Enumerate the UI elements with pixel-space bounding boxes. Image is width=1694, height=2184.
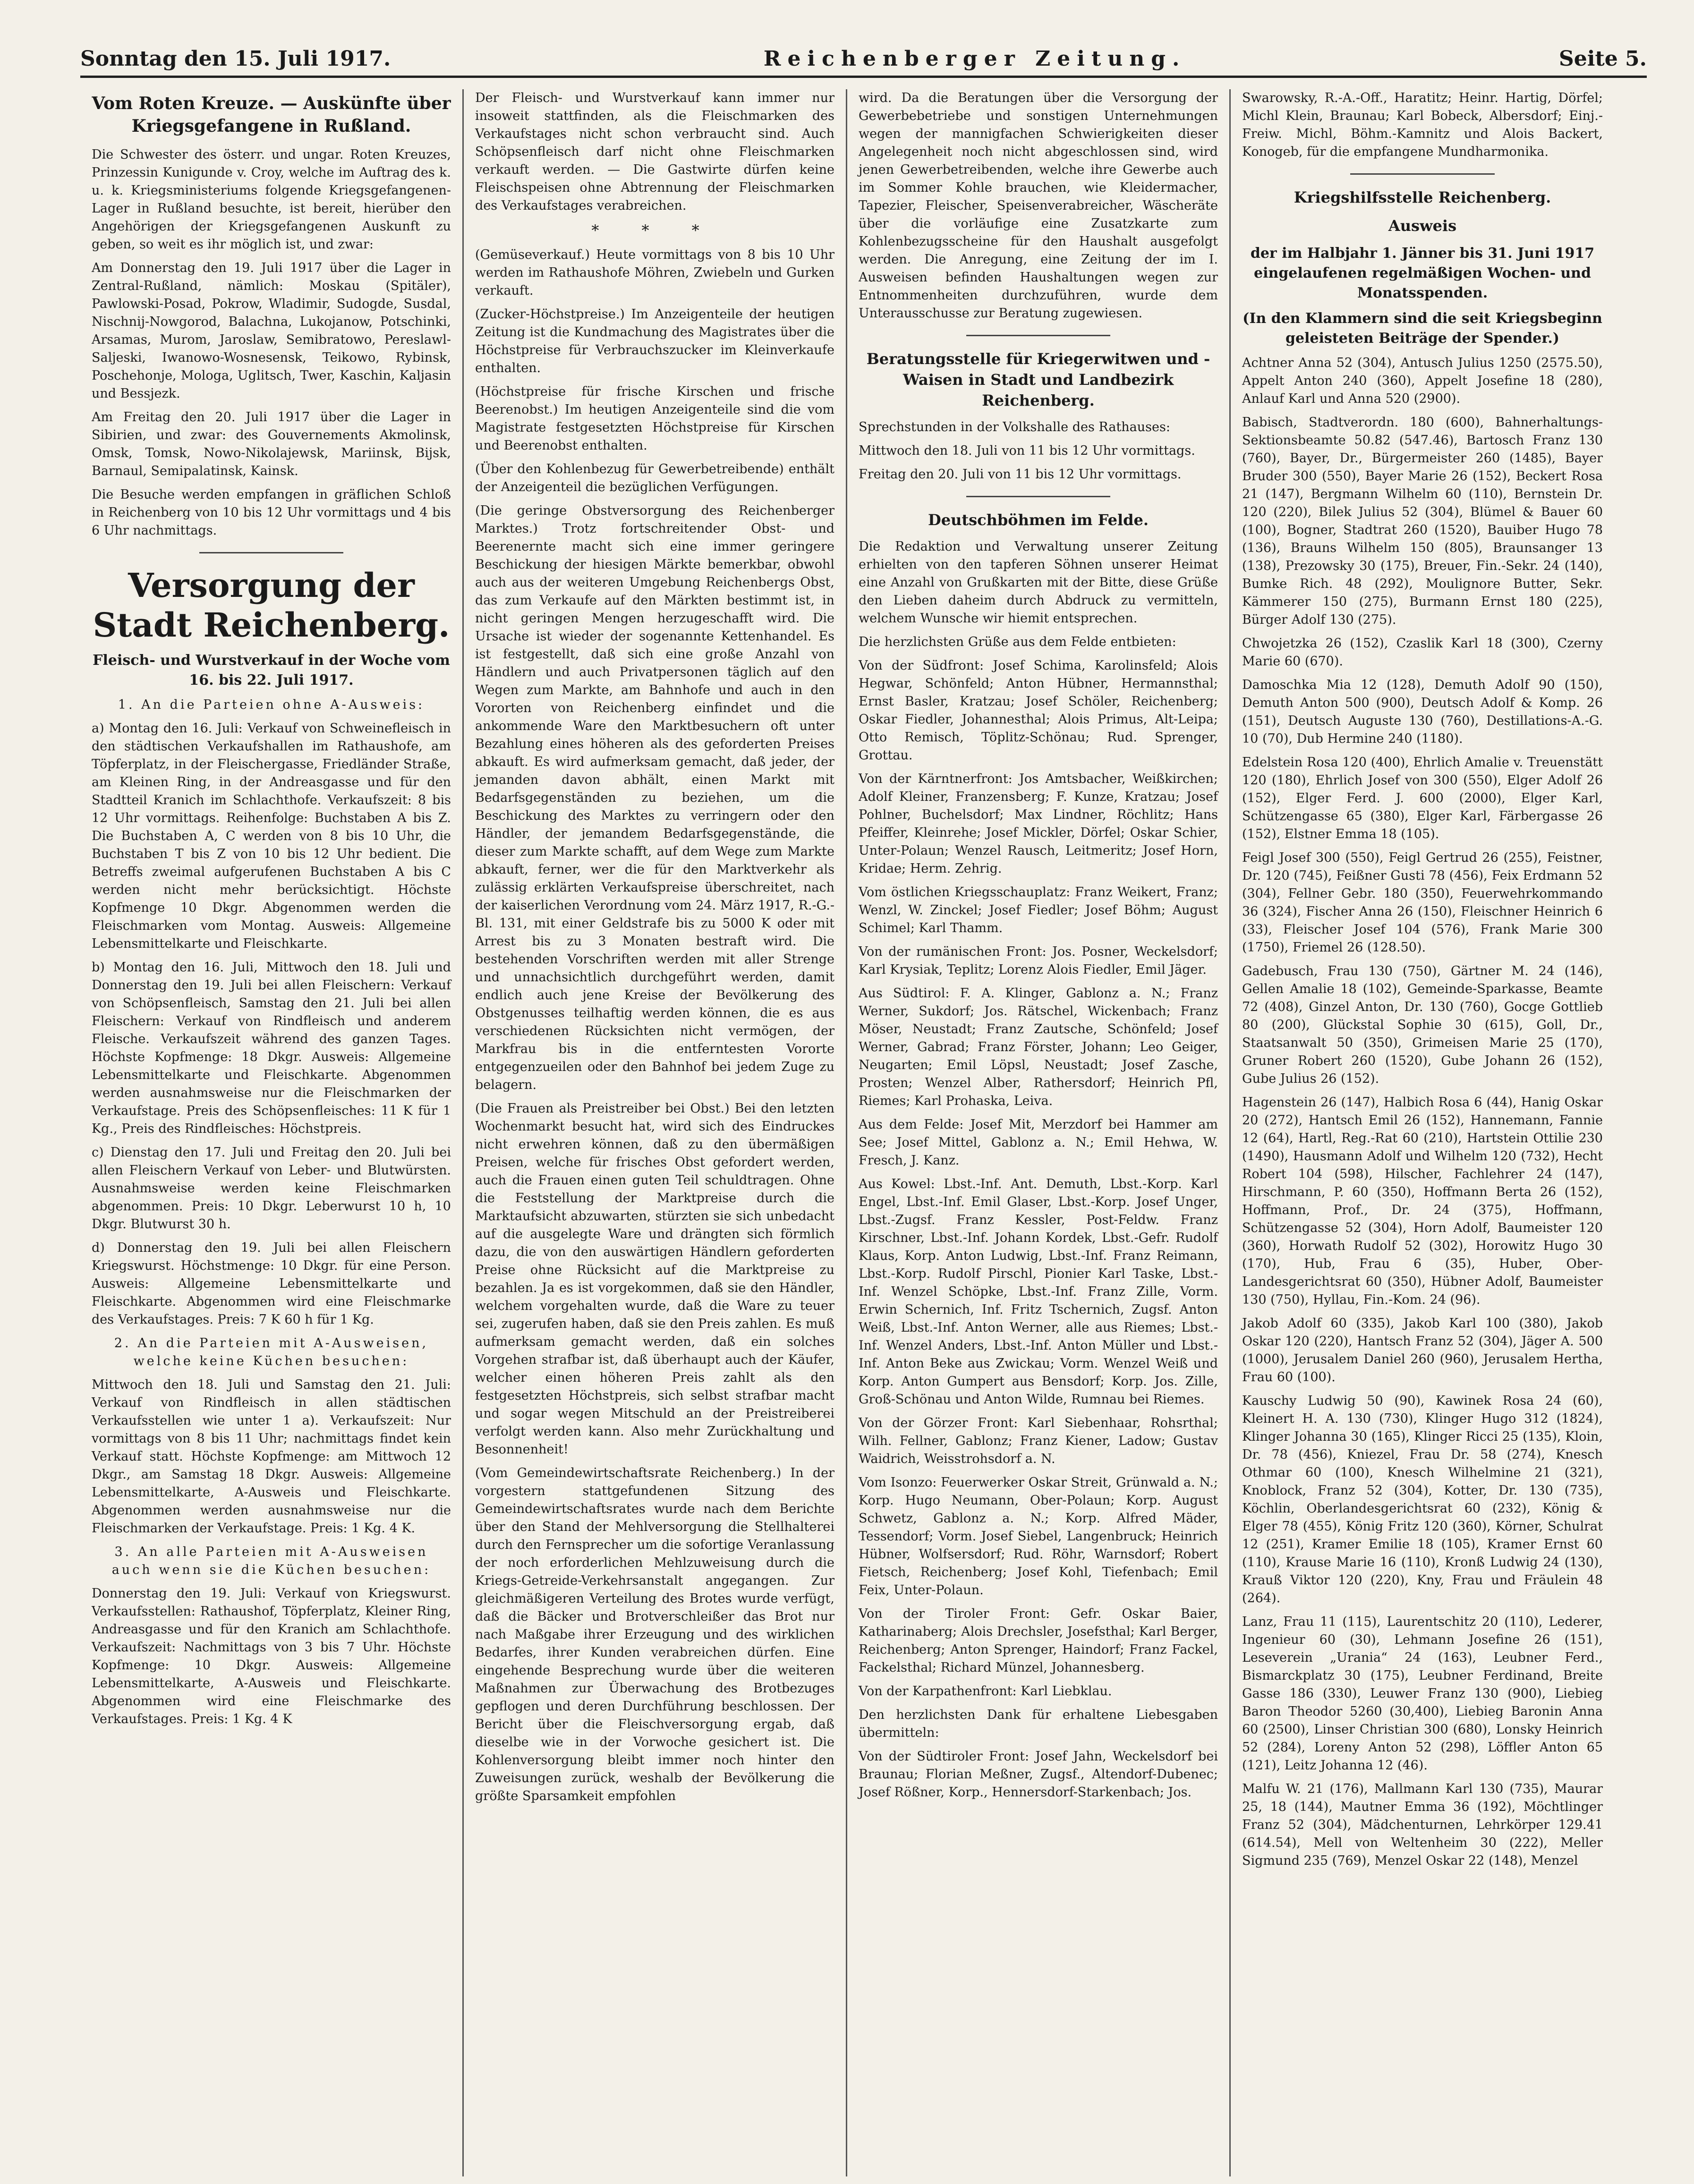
paragraph: Von der Tiroler Front: Gefr. Oskar Baier, Katharinaberg; Alois Drechsler, Josefsthal; Karl Berger, Reichenberg; Anton Sprenger, Haindorf; Franz Fackel, Fackelsthal; Richard Münzel, Johannesberg. [859, 1606, 1218, 1675]
paragraph: Aus Kowel: Lbst.-Inf. Ant. Demuth, Lbst.-Korp. Karl Engel, Lbst.-Inf. Emil Glaser, Lbst.-Korp. Josef Unger, Lbst.-Zugsf. Franz Kessler, Post-Feldw. Franz Kirschner, Lbst.-Inf. Johann Kordek, Lbst.-Gefr. Rudolf Klaus, Korp. Anton Ludwig, Lbst.-Inf. Franz Reimann, Lbst.-Korp. Rudolf Pirschl, Pionier Karl Taske, Lbst.-Inf. Wenzel Schöpke, Lbst.-Inf. Franz Zille, Vorm. Erwin Schernich, Inf. Fritz Tschernich, Zugsf. Anton Weiß, Lbst.-Inf. Anton Werner, alle aus Riemes; Lbst.-Inf. Wenzel Anders, Lbst.-Inf. Anton Müller und Lbst.-Inf. Anton Beke aus Zwickau; Vorm. Wenzel Weiß und Korp. Anton Gumpert aus Bensdorf; Korp. Jos. Zille, Groß-Schönau und Anton Wilde, Rumnau bei Riemes. [859, 1177, 1218, 1407]
article-subheading: Ausweis [1388, 217, 1457, 235]
donor-list: Hagenstein 26 (147), Halbich Rosa 6 (44), Hanig Oskar 20 (272), Hantsch Emil 26 (152), Hannemann, Fannie 12 (64), Hartl, Reg.-Rat 60 (210), Hartstein Ottilie 230 (1490), Hausmann Adolf und Wilhelm 120 (732), Hecht Robert 104 (598), Hilscher, Fachlehrer 24 (147), Hirschmann, P. 60 (350), Hoffmann Berta 26 (152), Hoffmann, Prof., Dr. 24 (375), Hoffmann, Schützengasse 52 (304), Horn Adolf, Baumeister 120 (360), Horwath Rudolf 52 (302), Horowitz Hugo 30 (170), Hub, Frau 6 (35), Huber, Ober-Landesgerichtsrat 60 (350), Hübner Adolf, Baumeister 130 (750), Hyllau, Fin.-Kom. 24 (96). [1242, 1095, 1603, 1307]
article-heading: Vom Roten Kreuze. — Auskünfte über Kriegsgefangene in Rußland. [92, 93, 451, 136]
paragraph: wird. Da die Beratungen über die Versorgung der Gewerbebetriebe und sonstigen Unternehmungen wegen der mannigfachen Schwierigkeiten dieser Angelegenheit noch nicht abgeschlossen sind, wird jenen Gewerbetreibenden, welche ihre Gewerbe auch im Sommer Kohle brauchen, wie Kleidermacher, Tapezier, Fleischer, Speisenverabreicher, Wäscheräte über die vorläufige eine Zusatzkarte zum Kohlenbezugsscheine für den Haushalt ausgefolgt werden. Die Anregung, eine Zeitung der im I. Ausweisen befinden Haushaltungen wegen zur Entnommenheiten durchzuführen, wurde dem Unterausschusse zur Beratung zugewiesen. [859, 91, 1218, 321]
donor-list: Jakob Adolf 60 (335), Jakob Karl 100 (380), Jakob Oskar 120 (220), Hantsch Franz 52 (304), Jäger A. 500 (1000), Jerusalem Daniel 260 (960), Jerusalem Hertha, Frau 60 (100). [1242, 1316, 1603, 1385]
divider [199, 552, 343, 553]
paragraph: Den herzlichsten Dank für erhaltene Liebesgaben übermitteln: [859, 1708, 1218, 1740]
paragraph: a) Montag den 16. Juli: Verkauf von Schweinefleisch in den städtischen Verkaufshallen im Rathaushofe, am Töpferplatz, in der Fleischergasse, Friedländer Straße, am Kleinen Ring, in der Andreasgasse und für den Stadtteil Kranich im Schlachthofe. Verkaufszeit: 8 bis 12 Uhr vormittags. Reihenfolge: Buchstaben A bis Z. Die Buchstaben A, C werden von 8 bis 10 Uhr, die Buchstaben T bis Z von 10 bis 12 Uhr bedient. Die Betreffs zweimal aufgerufenen Buchstaben A bis C werden nicht mehr berücksichtigt. Höchste Kopfmenge 10 Dkgr. Abgenommen werden die Fleischmarken vom Montag. Ausweis: Allgemeine Lebensmittelkarte und Fleischkarte. [92, 721, 451, 951]
paragraph: Die Redaktion und Verwaltung unserer Zeitung erhielten von den tapferen Söhnen unserer Heimat eine Anzahl von Grußkarten mit der Bitte, diese Grüße den Lieben daheim durch Abdruck zu vermitteln, welchem Wunsche wir hiemit entsprechen. [859, 539, 1218, 626]
subheading: Fleisch- und Wurstverkauf in der Woche vom 16. bis 22. Juli 1917. [93, 652, 450, 688]
paragraph: Mittwoch den 18. Juli und Samstag den 21. Juli: Verkauf von Rindfleisch in allen städtischen Verkaufsstellen wie unter 1 a). Verkaufszeit: Nur vormittags von 8 bis 11 Uhr; nachmittags findet kein Verkauf statt. Höchste Kopfmenge: am Mittwoch 12 Dkgr., am Samstag 18 Dkgr. Ausweis: Allgemeine Lebensmittelkarte, A-Ausweis und Fleischkarte. Abgenommen werden ausnahmsweise nur die Fleischmarken der Verkaufstage. Preis: 1 Kg. 4 K. [92, 1377, 451, 1536]
article-heading: Deutschböhmen im Felde. [928, 511, 1149, 529]
paragraph: b) Montag den 16. Juli, Mittwoch den 18. Juli und Donnerstag den 19. Juli bei allen Fleischern: Verkauf von Schöpsenfleisch, Samstag den 21. Juli bei allen Fleischern: Verkauf von Rindfleisch und anderem Fleische. Verkaufszeit während des ganzen Tages. Höchste Kopfmenge: 18 Dkgr. Ausweis: Allgemeine Lebensmittelkarte und Fleischkarte. Abgenommen werden ausnahmsweise nur die Fleischmarken der Verkaufstage. Preis des Schöpsenfleisches: 11 K für 1 Kg., Preis des Rindfleisches: Höchstpreis. [92, 960, 451, 1136]
donor-list: Damoschka Mia 12 (128), Demuth Adolf 90 (150), Demuth Anton 500 (900), Deutsch Adolf & Komp. 26 (151), Deutsch Auguste 130 (760), Destillations-A.-G. 10 (70), Dub Hermine 240 (1180). [1242, 678, 1603, 746]
paragraph: Mittwoch den 18. Juli von 11 bis 12 Uhr vormittags. [859, 443, 1195, 458]
section-heading: 3. An alle Parteien mit A-Ausweisen auch wenn sie die Küchen besuchen: [111, 1545, 431, 1577]
paragraph: Von der Südtiroler Front: Josef Jahn, Weckelsdorf bei Braunau; Florian Meßner, Zugsf., Altendorf-Dubenec; Josef Rößner, Korp., Hennersdorf-Starkenbach; Jos. [859, 1749, 1218, 1800]
paragraph: Aus Südtirol: F. A. Klinger, Gablonz a. N.; Franz Werner, Sukdorf; Jos. Rätschel, Wickenbach; Franz Möser, Neustadt; Franz Zautsche, Schönfeld; Josef Werner, Gabrad; Franz Förster, Johann; Leo Geiger, Neugarten; Emil Löpsl, Neustadt; Josef Zasche, Prosten; Wenzel Alber, Rathersdorf; Heinrich Pfl, Riemes; Karl Prohaska, Leiva. [859, 986, 1218, 1108]
paragraph: Freitag den 20. Juli von 11 bis 12 Uhr vormittags. [859, 467, 1182, 482]
donor-list: Edelstein Rosa 120 (400), Ehrlich Amalie v. Treuenstätt 120 (180), Ehrlich Josef von 300 (550), Elger Adolf 26 (152), Elger Ferd. J. 600 (2000), Elger Karl, Schützengasse 65 (380), Elger Karl, Färbergasse 26 (152), Elstner Emma 18 (105). [1242, 755, 1603, 841]
article-heading: Versorgung der Stadt Reichenberg. [93, 566, 450, 645]
article-heading: Kriegshilfsstelle Reichenberg. [1294, 188, 1551, 206]
masthead: Reichenberger Zeitung. [763, 47, 1186, 71]
paragraph: (Vom Gemeindewirtschaftsrate Reichenberg.) In der vorgestern stattgefundenen Sitzung des Gemeindewirtschaftsrates wurde nach dem Berichte über den Stand der Mehlversorgung die Stellhalterei durch den Fernsprecher um die sofortige Veranlassung der noch erforderlichen Mehlzuweisung durch die Kriegs-Getreide-Verkehrsanstalt angegangen. Zur gleichmäßigeren Verteilung des Brotes wurde verfügt, daß die Bäcker und Brotverschleißer das Brot nur nach Maßgabe ihrer Erzeugung und des wirklichen Bedarfes, ihrer Kunden verabreichen dürfen. Eine eingehende Besprechung wurde über die weiteren Maßnahmen zur Überwachung des Brotbezuges gepflogen und deren Durchführung beschlossen. Der Bericht über die Fleischversorgung ergab, daß dieselbe wie in der Vorwoche gesichert ist. Die Kohlenversorgung bleibt immer noch hinter den Zuweisungen zurück, weshalb der Bevölkerung die größte Sparsamkeit empfohlen [475, 1466, 834, 1803]
paragraph: (Höchstpreise für frische Kirschen und frische Beerenobst.) Im heutigen Anzeigenteile sind die vom Magistrate festgesetzten Höchstpreise für Kirschen und Beerenobst enthalten. [475, 384, 834, 453]
paragraph: Vom Isonzo: Feuerwerker Oskar Streit, Grünwald a. N.; Korp. Hugo Neumann, Ober-Polaun; Korp. August Schwetz, Gablonz a. N.; Korp. Alfred Mäder, Tessendorf; Vorm. Josef Siebel, Langenbruck; Heinrich Hübner, Wolfsersdorf; Rud. Röhr, Warnsdorf; Robert Fietsch, Reichenberg; Josef Kohl, Tiefenbach; Emil Feix, Unter-Polaun. [859, 1475, 1218, 1598]
donor-list: Gadebusch, Frau 130 (750), Gärtner M. 24 (146), Gellen Amalie 18 (102), Gemeinde-Sparkasse, Beamte 72 (408), Ginzel Anton, Dr. 130 (760), Gocge Gottlieb 80 (200), Glückstal Sophie 30 (615), Goll, Dr., Staatsanwalt 50 (350), Grimeisen Marie 25 (170), Gruner Robert 260 (1520), Gube Johann 26 (152), Gube Julius 26 (152). [1242, 964, 1603, 1086]
page-header [80, 38, 1647, 78]
article-heading: Beratungsstelle für Kriegerwitwen und -Waisen in Stadt und Landbezirk Reichenberg. [866, 350, 1210, 409]
divider [1350, 173, 1495, 175]
paragraph: Swarowsky, R.-A.-Off., Haratitz; Heinr. Hartig, Dörfel; Michl Klein, Braunau; Karl Bobeck, Albersdorf; Einj.-Freiw. Michl, Böhm.-Kamnitz und Alois Backert, Konogeb, für die empfangene Mundharmonika. [1242, 91, 1603, 159]
paragraph: (Die Frauen als Preistreiber bei Obst.) Bei den letzten Wochenmarkt besucht hat, wird sich des Eindruckes nicht erwehren können, daß zu den übermäßigen Preisen, welche für frisches Obst gefordert werden, auch die Frauen einen guten Teil schuldtragen. Ohne die Feststellung der Marktpreise durch die Marktaufsicht abzuwarten, stürzten sie sich unbedacht auf die ausgelegte Ware und drängten sich förmlich dazu, die von den auswärtigen Händlern geforderten Preise ohne Rücksicht auf die Marktpreise zu bezahlen. Ja es ist vorgekommen, daß sie den Händler, welchem vorgehalten wurde, daß die Ware zu teuer sei, zugerufen haben, daß sie den Preis zahlen. Es muß aufmerksam gemacht werden, daß ein solches Vorgehen strafbar ist, daß überhaupt auch der Käufer, welcher einen höheren Preis zahlt als den festgesetzten Höchstpreis, sich selbst strafbar macht und sogar wegen Mitschuld an der Preistreiberei verfolgt werden kann. Also mehr Zurückhaltung und Besonnenheit! [475, 1101, 834, 1457]
paragraph: Von der Südfront: Josef Schima, Karolinsfeld; Alois Hegwar, Schönfeld; Anton Hübner, Hermannsthal; Ernst Basler, Kratzau; Josef Schöler, Reichenberg; Oskar Fiedler, Johannesthal; Alois Primus, Alt-Leipa; Otto Remisch, Töplitz-Schönau; Rud. Sprenger, Grottau. [859, 658, 1218, 763]
paragraph: Der Fleisch- und Wurstverkauf kann immer nur insoweit stattfinden, als die Fleischmarken des Verkaufstages nicht schon verbraucht sind. Auch Schöpsenfleisch darf nicht ohne Fleischmarken verkauft werden. — Die Gastwirte dürfen keine Fleischspeisen ohne Abtrennung der Fleischmarken des Verkaufstages verabreichen. [475, 91, 834, 213]
donor-list: Malfu W. 21 (176), Mallmann Karl 130 (735), Maurar 25, 18 (144), Mautner Emma 36 (192), Möchtlinger Franz 52 (304), Mädchenturnen, Lehrkörper 129.41 (614.54), Mell von Weltenheim 30 (222), Meller Sigmund 235 (769), Menzel Oskar 22 (148), Menzel [1242, 1782, 1603, 1868]
section-heading: 2. An die Parteien mit A-Ausweisen, welche keine Küchen besuchen: [114, 1336, 429, 1368]
page-number: Seite 5. [1558, 47, 1647, 71]
divider [966, 496, 1110, 497]
paragraph: (Die geringe Obstversorgung des Reichenberger Marktes.) Trotz fortschreitender Obst- und Beerenernte macht sich eine immer geringere Beschickung der hiesigen Märkte bemerkbar, obwohl auch aus der weiteren Umgebung Reichenbergs Obst, das zum Verkaufe auf den Märkten bestimmt ist, in nicht geringen Mengen herzugeschafft wird. Die Ursache ist wieder der sogenannte Kettenhandel. Es ist festgestellt, daß sich eine große Anzahl von Händlern und auch Privatpersonen täglich auf den Wegen zum Markte, am Bahnhofe und auch in den Vororten von Reichenberg einfindet und die ankommende Ware den Marktbesuchern oft unter Bezahlung eines höheren als des geforderten Preises abkauft. Es wird aufmerksam gemacht, daß jeder, der jemanden davon abhält, einen Markt mit Bedarfsgegenständen zu beziehen, um die Beschickung des Marktes zu verringern oder den Händler, der jemandem Bedarfsgegenstände, die dieser zum Markte schafft, auf dem Wege zum Markte abkauft, ferner, wer die für den Marktverkehr als zulässig erklärten Verkaufspreise überschreitet, nach der kaiserlichen Verordnung vom 24. März 1917, R.-G.-Bl. 131, mit einer Geldstrafe bis zu 5000 K oder mit Arrest bis zu 3 Monaten bestraft wird. Die bestehenden Vorschriften werden mit aller Strenge und unnachsichtlich durchgeführt werden, damit endlich auch jene Kreise der Bevölkerung des Obstgenusses teilhaftig werden können, die es aus verschiedenen Rücksichten nicht vermögen, der Markfrau bis in die entferntesten Vororte entgegenzueilen oder den Bahnhof bei jedem Zuge zu belagern. [475, 503, 834, 1092]
section-separator: * * * [591, 221, 718, 239]
paragraph: Vom östlichen Kriegsschauplatz: Franz Weikert, Franz; Wenzl, W. Zinckel; Josef Fiedler; Josef Böhm; August Schimel; Karl Thamm. [859, 885, 1218, 935]
paragraph: (Gemüseverkauf.) Heute vormittags von 8 bis 10 Uhr werden im Rathaushofe Möhren, Zwiebeln und Gurken verkauft. [475, 247, 834, 298]
donor-list: Lanz, Frau 11 (115), Laurentschitz 20 (110), Lederer, Ingenieur 60 (30), Lehmann Josefine 26 (151), Leseverein „Urania“ 24 (163), Leubner Ferd., Bismarckplatz 30 (175), Leubner Ferdinand, Breite Gasse 186 (330), Leuwer Franz 130 (900), Liebieg Baron Theodor 5260 (30,400), Liebieg Baronin Anna 60 (2500), Linser Christian 300 (680), Lonsky Heinrich 52 (284), Loreny Anton 52 (298), Löffler Anton 65 (121), Leitz Johanna 12 (46). [1242, 1615, 1603, 1773]
paragraph: Von der Görzer Front: Karl Siebenhaar, Rohsrthal; Wilh. Fellner, Gablonz; Franz Kiener, Ladow; Gustav Waidrich, Weisstrohsdorf a. N. [859, 1416, 1218, 1466]
paragraph: (Über den Kohlenbezug für Gewerbetreibende) enthält der Anzeigenteil die bezüglichen Verfügungen. [475, 462, 834, 494]
paragraph: Aus dem Felde: Josef Mit, Merzdorf bei Hammer am See; Josef Mittel, Gablonz a. N.; Emil Hehwa, W. Fresch, J. Kanz. [859, 1117, 1218, 1168]
paragraph: Von der Kärntnerfront: Jos Amtsbacher, Weißkirchen; Adolf Kleiner, Franzensberg; F. Kunze, Kratzau; Josef Pohlner, Buchelsdorf; Max Lindner, Röchlitz; Hans Pfeiffer, Kleinrehe; Josef Mickler, Dörfel; Oskar Schier, Unter-Polaun; Wenzel Rausch, Leitmeritz; Josef Horn, Kridae; Herm. Zehrig. [859, 772, 1218, 876]
paragraph: Am Freitag den 20. Juli 1917 über die Lager in Sibirien, und zwar: des Gouvernements Akmolinsk, Omsk, Tomsk, Nowo-Nikolajewsk, Mariinsk, Bijsk, Barnaul, Semipalatinsk, Kainsk. [92, 410, 451, 478]
column-4 [1231, 89, 1614, 2176]
subheading: der im Halbjahr 1. Jänner bis 31. Juni 1917 eingelaufenen regelmäßigen Wochen- und Monatsspenden. [1250, 245, 1595, 301]
column-2 [464, 89, 847, 2176]
donor-list: Babisch, Stadtverordn. 180 (600), Bahnerhaltungs-Sektionsbeamte 50.82 (547.46), Bartosch Franz 130 (760), Bayer, Dr., Bürgermeister 260 (1485), Bayer Bruder 300 (550), Bayer Marie 26 (152), Beckert Rosa 21 (147), Bergmann Wilhelm 60 (110), Bernstein Dr. 120 (220), Bilek Julius 52 (304), Blümel & Bauer 60 (100), Bogner, Stadtrat 260 (1520), Bauiber Hugo 78 (136), Brauns Wilhelm 150 (805), Braunsanger 13 (138), Prezowsky 30 (175), Breuer, Fin.-Sekr. 24 (140), Bumke Rich. 48 (292), Moulignore Butter, Sekr. Kämmerer 150 (275), Burmann Ernst 180 (225), Bürger Adolf 130 (275). [1242, 415, 1603, 627]
column-3 [847, 89, 1231, 2176]
paragraph: Die Besuche werden empfangen in gräflichen Schloß in Reichenberg von 10 bis 12 Uhr vormittags und 4 bis 6 Uhr nachmittags. [92, 487, 451, 538]
column-1 [80, 89, 464, 2176]
paragraph: Von der Karpathenfront: Karl Liebklau. [859, 1684, 1112, 1699]
paragraph: Am Donnerstag den 19. Juli 1917 über die Lager in Zentral-Rußland, nämlich: Moskau (Spitäler), Pawlowski-Posad, Pokrow, Wladimir, Sudogde, Susdal, Nischnij-Nowgorod, Balachna, Lukojanow, Potschinki, Arsamas, Murom, Jaroslaw, Semibratowo, Pereslawl-Saljeski, Iwanowo-Wosnesensk, Teikowo, Rybinsk, Poschehonje, Mologa, Uglitsch, Twer, Kaschin, Kaljasin und Bessjezk. [92, 261, 451, 401]
columns [80, 89, 1647, 2176]
donor-list: Chwojetzka 26 (152), Czaslik Karl 18 (300), Czerny Marie 60 (670). [1242, 636, 1603, 669]
paragraph: Donnerstag den 19. Juli: Verkauf von Kriegswurst. Verkaufsstellen: Rathaushof, Töpferplatz, Kleiner Ring, Andreasgasse und für den Kranich am Schlachthofe. Verkaufszeit: Nachmittags von 3 bis 7 Uhr. Höchste Kopfmenge: 10 Dkgr. Ausweis: Allgemeine Lebensmittelkarte, A-Ausweis und Fleischkarte. Abgenommen wird eine Fleischmarke des Verkaufstages. Preis: 1 Kg. 4 K [92, 1586, 451, 1726]
subheading: (In den Klammern sind die seit Kriegsbeginn geleisteten Beiträge der Spender.) [1243, 310, 1602, 347]
paragraph: Die Schwester des österr. und ungar. Roten Kreuzes, Prinzessin Kunigunde v. Croy, welche im Auftrag des k. u. k. Kriegsministeriums folgende Kriegsgefangenen-Lager in Rußland besuchte, ist bereit, hierüber den Angehörigen der Kriegsgefangenen Auskunft zu geben, so weit es ihr möglich ist, und zwar: [92, 147, 451, 252]
section-heading: 1. An die Parteien ohne A-Ausweis: [118, 697, 425, 712]
donor-list: Kauschy Ludwig 50 (90), Kawinek Rosa 24 (60), Kleinert H. A. 130 (730), Klinger Hugo 312 (1824), Klinger Johanna 30 (165), Klinger Ricci 25 (135), Kloin, Dr. 78 (456), Kniezel, Frau Dr. 58 (274), Knesch Othmar 60 (100), Knesch Wilhelmine 21 (321), Knoblock, Franz 52 (304), Kotter, Dr. 130 (735), Köchlin, Oberlandesgerichtsrat 60 (232), König & Elger 78 (455), König Fritz 120 (360), Körner, Schulrat 12 (251), Kramer Emilie 18 (105), Kramer Ernst 60 (110), Krause Marie 16 (110), Kronß Ludwig 24 (130), Krauß Viktor 120 (220), Kny, Frau und Fräulein 48 (264). [1242, 1394, 1603, 1606]
header-date: Sonntag den 15. Juli 1917. [80, 47, 391, 71]
donor-list: Achtner Anna 52 (304), Antusch Julius 1250 (2575.50), Appelt Anton 240 (360), Appelt Josefine 18 (280), Anlauf Karl und Anna 520 (2900). [1242, 356, 1603, 406]
paragraph: Sprechstunden in der Volkshalle des Rathauses: [859, 420, 1170, 434]
paragraph: Die herzlichsten Grüße aus dem Felde entbieten: [859, 635, 1176, 649]
paragraph: Von der rumänischen Front: Jos. Posner, Weckelsdorf; Karl Krysiak, Teplitz; Lorenz Alois Fiedler, Emil Jäger. [859, 944, 1218, 977]
paragraph: c) Dienstag den 17. Juli und Freitag den 20. Juli bei allen Fleischern Verkauf von Leber- und Blutwürsten. Ausnahmsweise werden keine Fleischmarken abgenommen. Preis: 10 Dkgr. Leberwurst 10 h, 10 Dkgr. Blutwurst 30 h. [92, 1145, 451, 1232]
paragraph: (Zucker-Höchstpreise.) Im Anzeigenteile der heutigen Zeitung ist die Kundmachung des Magistrates über die Höchstpreise für Verbrauchszucker im Kleinverkaufe enthalten. [475, 307, 834, 375]
paragraph: d) Donnerstag den 19. Juli bei allen Fleischern Kriegswurst. Höchstmenge: 10 Dkgr. für eine Person. Ausweis: Allgemeine Lebensmittelkarte und Fleischkarte. Abgenommen wird eine Fleischmarke des Verkaufstages. Preis: 7 K 60 h für 1 Kg. [92, 1241, 451, 1327]
divider [966, 335, 1110, 336]
donor-list: Feigl Josef 300 (550), Feigl Gertrud 26 (255), Feistner, Dr. 120 (745), Feißner Gusti 78 (456), Feix Erdmann 52 (304), Fellner Gebr. 180 (350), Feuerwehrkommando 36 (324), Fischer Anna 26 (150), Fleischner Heinrich 6 (33), Fleischer Josef 104 (576), Frank Marie 300 (1750), Friemel 26 (128.50). [1242, 850, 1603, 955]
